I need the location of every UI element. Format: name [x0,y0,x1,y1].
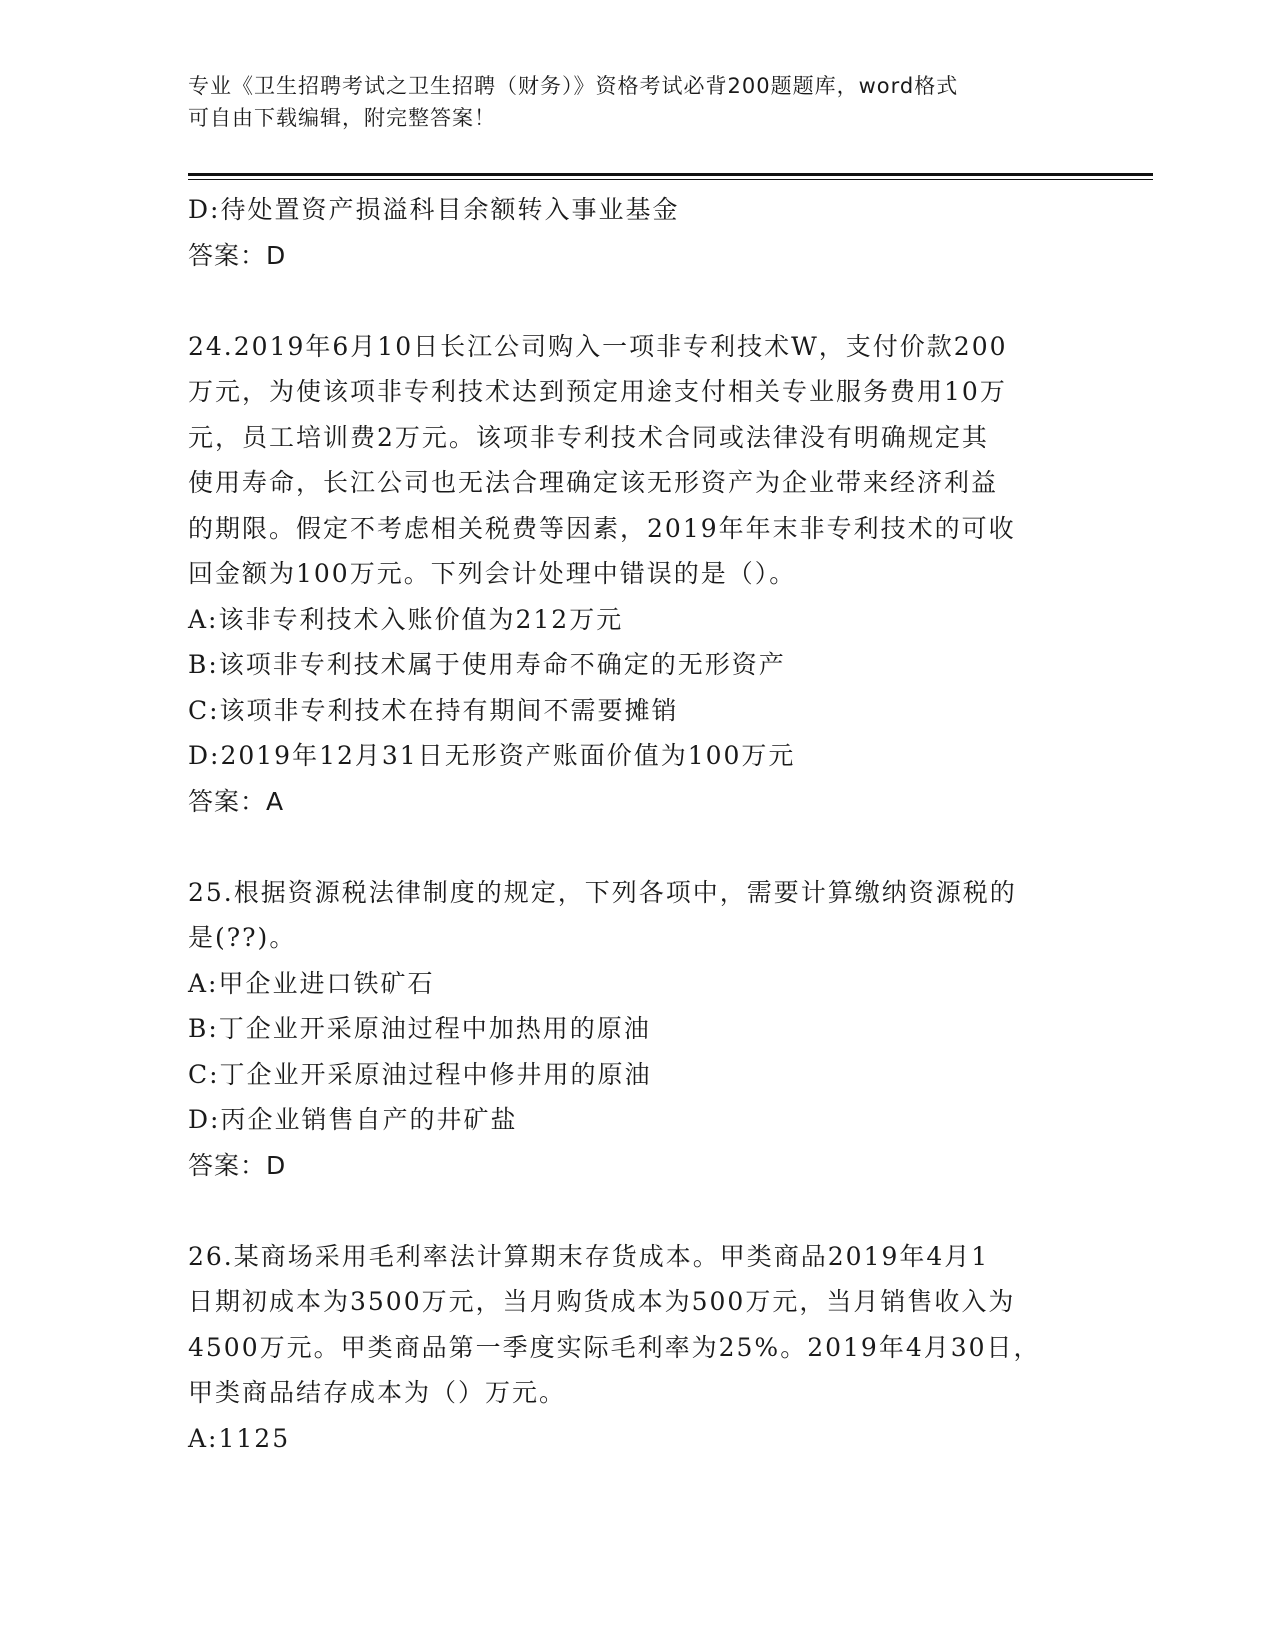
answer: 答案：D [188,240,287,270]
question-text-line: 元，员工培训费2万元。该项非专利技术合同或法律没有明确规定其 [188,422,989,452]
question-text-line: 的期限。假定不考虑相关税费等因素，2019年年末非专利技术的可收 [188,513,1016,543]
document-header [188,70,1088,134]
option-b: B:丁企业开采原油过程中加热用的原油 [188,1014,651,1043]
document-body [188,187,1088,1461]
option-d: D:丙企业销售自产的井矿盐 [188,1105,518,1134]
question-text-line: 24.2019年6月10日长江公司购入一项非专利技术W，支付价款200 [188,331,1008,361]
previous-question-tail [188,187,1088,278]
header-divider-thick [188,173,1153,176]
question-text-line: 甲类商品结存成本为（）万元。 [188,1378,567,1407]
question-25 [188,870,1088,1189]
question-text-line: 回金额为100万元。下列会计处理中错误的是（）。 [188,559,797,588]
answer: 答案：A [188,786,285,816]
spacer [188,1188,1088,1234]
option-a: A:1125 [188,1423,291,1453]
header-divider-thin [188,179,1153,180]
header-title-line-2: 可自由下载编辑，附完整答案！ [188,106,496,130]
question-24 [188,324,1088,825]
option-d: D:2019年12月31日无形资产账面价值为100万元 [188,741,796,770]
header-title-line-1: 专业《卫生招聘考试之卫生招聘（财务）》资格考试必背200题题库，word格式 [188,74,959,98]
question-text-line: 万元，为使该项非专利技术达到预定用途支付相关专业服务费用10万 [188,377,1007,406]
option-a: A:该非专利技术入账价值为212万元 [188,604,624,634]
spacer [188,824,1088,870]
option-a: A:甲企业进口铁矿石 [188,968,435,998]
option-b: B:该项非专利技术属于使用寿命不确定的无形资产 [188,650,786,679]
question-text-line: 26.某商场采用毛利率法计算期末存货成本。甲类商品2019年4月1 [188,1241,990,1271]
question-26 [188,1234,1088,1462]
option-d: D:待处置资产损溢科目余额转入事业基金 [188,195,680,224]
question-text-line: 25.根据资源税法律制度的规定，下列各项中，需要计算缴纳资源税的 [188,877,1017,907]
answer: 答案：D [188,1150,287,1180]
question-text-line: 是(??)。 [188,923,297,952]
spacer [188,278,1088,324]
question-text-line: 使用寿命，长江公司也无法合理确定该无形资产为企业带来经济利益 [188,468,999,497]
question-text-line: 日期初成本为3500万元，当月购货成本为500万元，当月销售收入为 [188,1287,1016,1316]
question-text-line: 4500万元。甲类商品第一季度实际毛利率为25%。2019年4月30日， [188,1332,1041,1362]
option-c: C:该项非专利技术在持有期间不需要摊销 [188,695,679,725]
option-c: C:丁企业开采原油过程中修井用的原油 [188,1059,652,1089]
